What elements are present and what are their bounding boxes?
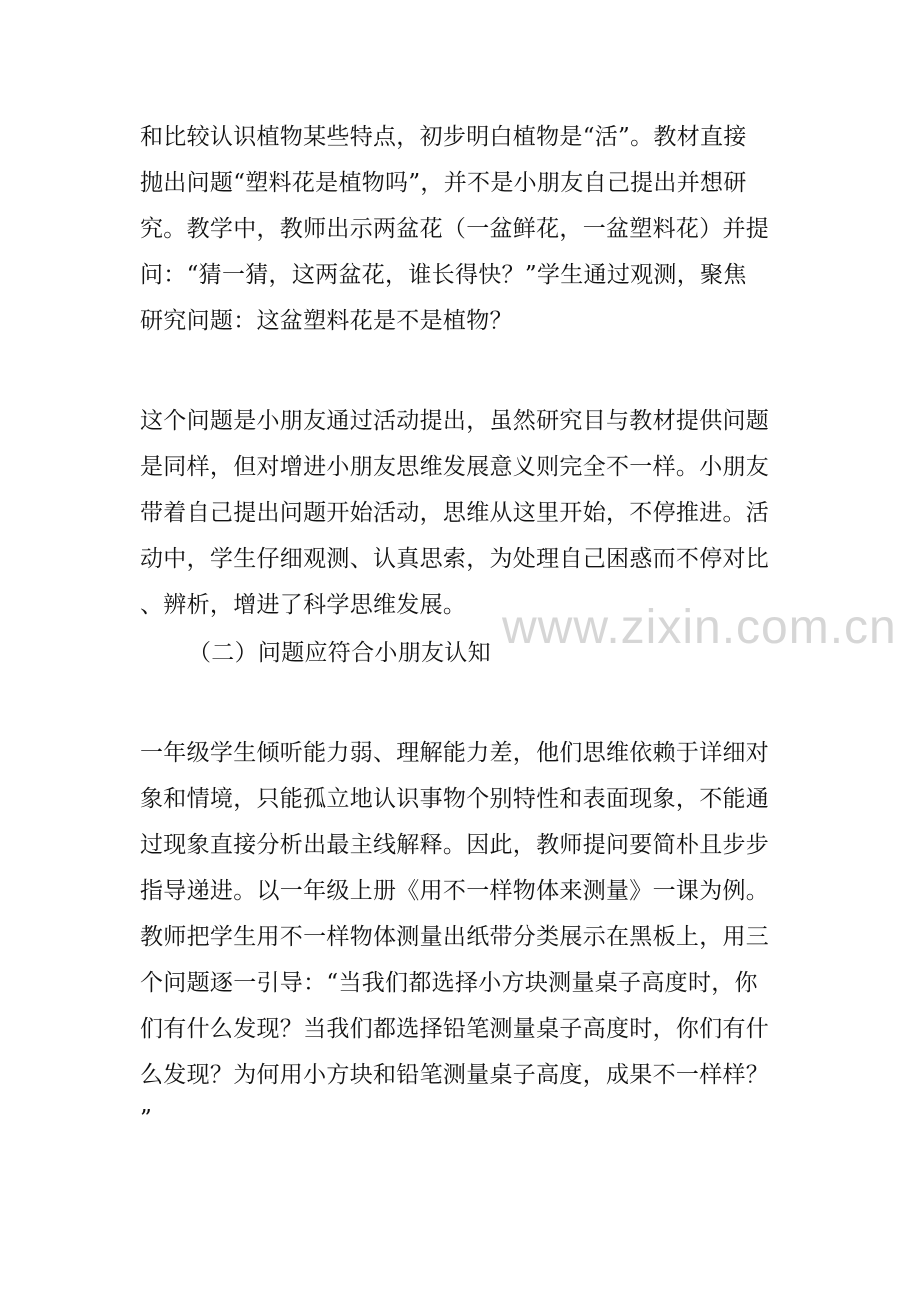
paragraph-1-line-5: 研究问题：这盆塑料花是不是植物？ (140, 308, 513, 334)
paragraph-3-line-5: 教师把学生用不一样物体测量出纸带分类展示在黑板上，用三 (140, 924, 770, 950)
paragraph-1-line-1: 和比较认识植物某些特点，初步明白植物是“活”。教材直接 (140, 124, 747, 150)
paragraph-3-line-2: 象和情境，只能孤立地认识事物个别特性和表面现象，不能通 (140, 786, 770, 812)
paragraph-2-line-1: 这个问题是小朋友通过活动提出，虽然研究目与教材提供问题 (140, 408, 770, 434)
paragraph-1-line-4: 问：“猜一猜，这两盆花，谁长得快？”学生通过观测，聚焦 (140, 262, 747, 288)
paragraph-1-line-3: 究。教学中，教师出示两盆花（一盆鲜花，一盆塑料花）并提 (140, 216, 770, 242)
paragraph-3-line-4: 指导递进。以一年级上册《用不一样物体来测量》一课为例。 (140, 878, 770, 904)
paragraph-3-line-6: 个问题逐一引导：“当我们都选择小方块测量桌子高度时，你 (140, 970, 758, 996)
paragraph-3-line-8: 么发现？为何用小方块和铅笔测量桌子高度，成果不一样样？ (140, 1062, 770, 1088)
paragraph-1-line-2: 抛出问题“塑料花是植物吗”，并不是小朋友自己提出并想研 (140, 170, 747, 196)
watermark: www.zixin.com.cn (502, 601, 897, 654)
paragraph-2-line-3: 带着自己提出问题开始活动，思维从这里开始，不停推进。活 (140, 500, 770, 526)
paragraph-3-line-1: 一年级学生倾听能力弱、理解能力差，他们思维依赖于详细对 (140, 740, 770, 766)
paragraph-2-line-4: 动中，学生仔细观测、认真思索，为处理自己困惑而不停对比 (140, 546, 770, 572)
paragraph-2-line-5: 、辨析，增进了科学思维发展。 (140, 592, 467, 618)
paragraph-2-line-2: 是同样，但对增进小朋友思维发展意义则完全不一样。小朋友 (140, 454, 770, 480)
paragraph-3-line-9: ” (140, 1106, 153, 1132)
paragraph-3-line-7: 们有什么发现？当我们都选择铅笔测量桌子高度时，你们有什 (140, 1016, 770, 1042)
section-heading: （二）问题应符合小朋友认知 (188, 640, 491, 666)
paragraph-3-line-3: 过现象直接分析出最主线解释。因此，教师提问要简朴且步步 (140, 832, 770, 858)
